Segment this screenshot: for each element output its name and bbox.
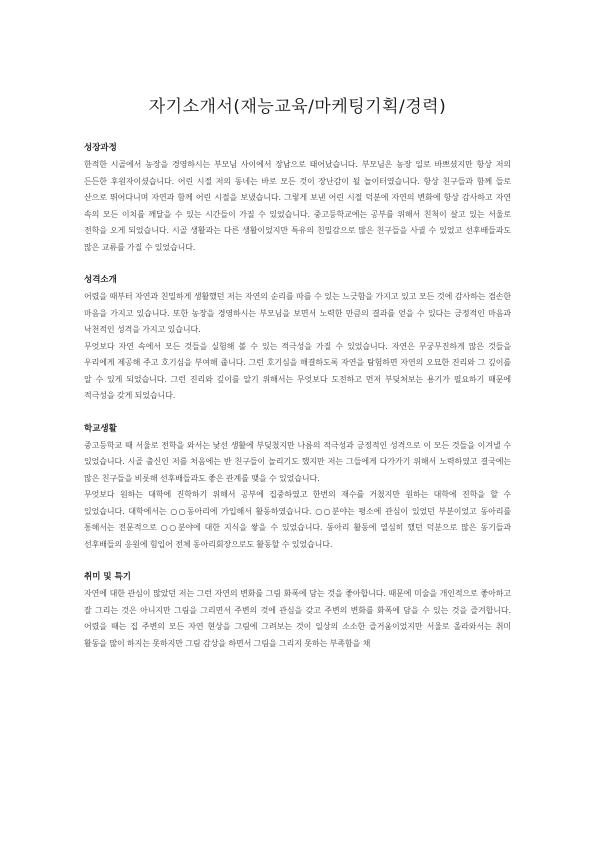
paragraph: 중고등학교 때 서울로 전학을 와서는 낯선 생활에 부딪쳤지만 나름의 적극성과 긍정적인 성격으로 이 모든 것들을 이겨낼 수 있었습니다. 시골 출신인 저를 처음에는 반 친구들이 놀리기도 했지만 저는 그들에게 다가가기 위해서 노력하였고 결국에는 많은 친구들을 비롯해 선후배들과도 좋은 관계를 맺을 수 있었습니다. (84, 440, 511, 483)
section-growth (84, 140, 511, 256)
section-heading: 학교생활 (84, 423, 117, 434)
paragraph: 어렸을 때부터 자연과 친밀하게 생활했던 저는 자연의 순리를 따를 수 있는 느긋함을 가지고 있고 모든 것에 감사하는 겸손한 마음을 가지고 있습니다. 또한 농장을 경영하시는 부모님을 보면서 노력한 만큼의 결과를 얻을 수 있다는 긍정적인 마음과 낙천적인 성격을 가지고 있습니다. (84, 292, 511, 334)
paragraph: 자연에 대한 관심이 많았던 저는 그런 자연의 변화를 그림 화폭에 담는 것을 좋아합니다. 때문에 미술을 개인적으로 좋아하고 잘 그리는 것은 아니지만 그림을 그리면서 주변의 것에 관심을 갖고 주변의 변화를 화폭에 담을 수 있는 것을 즐겨합니다. 어렸을 때는 집 주변의 모든 자연 현상을 그림에 그려보는 것이 일상의 소소한 즐거움이었지만 서울로 올라와서는 취미 활동을 많이 하지는 못하지만 그림 감상을 하면서 그림을 그리지 못하는 부족함을 채 (84, 589, 511, 648)
paragraph: 한적한 시골에서 농장을 경영하시는 부모님 사이에서 장남으로 태어났습니다. 부모님은 농장 일로 바쁘셨지만 항상 저의 든든한 후원자이셨습니다. 어린 시절 저의 동네는 바로 모든 것이 장난감이 될 놀이터였습니다. 항상 친구들과 함께 들로 산으로 뛰어다니며 자연과 함께 어린 시절을 보냈습니다. 그렇게 보낸 어린 시절 덕분에 자연의 변화에 항상 감사하고 자연 속의 모든 이치를 깨달을 수 있는 시간들이 가질 수 있었습니다. 중고등학교에는 공부를 위해서 친척이 살고 있는 서울로 전학을 오게 되었습니다. 시골 생활과는 다른 생활이었지만 특유의 친밀감으로 많은 친구들을 사귈 수 있었고 선후배들과도 많은 교류를 가질 수 있었습니다. (84, 160, 511, 252)
section-school-life (84, 421, 511, 554)
paragraph: 무엇보다 자연 속에서 모든 것들을 실험해 볼 수 있는 적극성을 가질 수 있었습니다. 자연은 무궁무진하게 많은 것들을 우리에게 제공해 주고 호기심을 부여해 줍니다. 그런 호기심을 해결하도록 자연을 탐험하면 자연의 오묘한 진리와 그 깊이를 알 수 있게 되었습니다. 그런 진리와 깊이를 알기 위해서는 무엇보다 도전하고 먼저 부딪쳐보는 용기가 필요하기 때문에 적극성을 갖게 되었습니다. (84, 341, 511, 400)
paragraph: 무엇보다 원하는 대학에 진학하기 위해서 공부에 집중하였고 한번의 재수를 거쳤지만 원하는 대학에 진학을 할 수 있었습니다. 대학에서는 ○○동아리에 가입해서 활동하였습니다. ○○분야는 평소에 관심이 있었던 부분이었고 동아리를 통해서는 전문적으로 ○○분야에 대한 지식을 쌓을 수 있었습니다. 동아리 활동에 열심히 했던 덕분으로 많은 동기들과 선후배들의 응원에 힘입어 전체 동아리회장으로도 활동할 수 있었습니다. (84, 490, 511, 549)
section-personality (84, 272, 511, 405)
section-heading: 성장과정 (84, 143, 117, 153)
document-title: 자기소개서(재능교육/마케팅기획/경력) (148, 97, 447, 117)
section-heading: 성격소개 (84, 275, 117, 285)
section-heading: 취미 및 특기 (84, 572, 131, 582)
section-hobbies (84, 569, 511, 652)
